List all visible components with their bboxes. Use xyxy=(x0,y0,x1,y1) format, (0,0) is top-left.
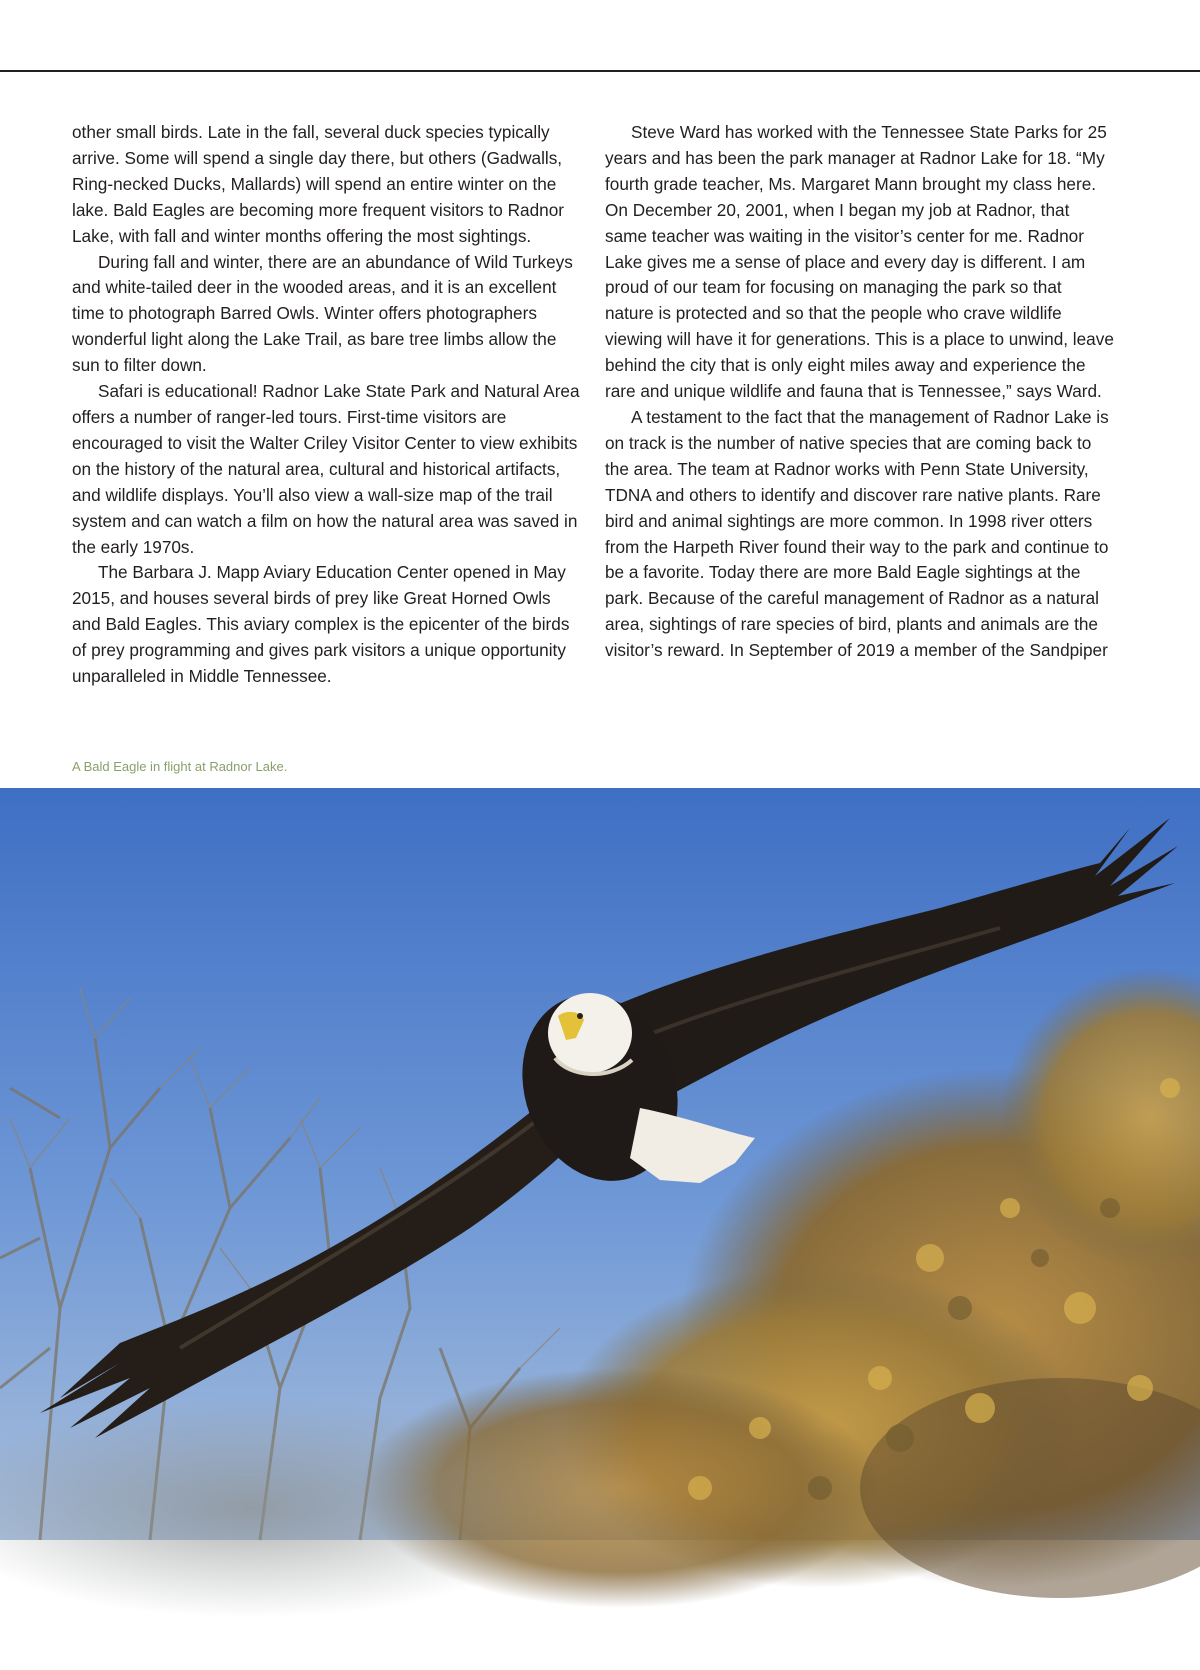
paragraph: Safari is educational! Radnor Lake State Park and Natural Area offers a number of ranger-led tours. First-time visitors are encouraged to visit the Walter Criley Visitor Center to view exhibits on the history of the natural area, cultural and historical artifacts, and wildlife displays. You’ll also view a wall-size map of the trail system and can watch a film on how the natural area was saved in the early 1970s. xyxy=(72,381,580,557)
top-rule xyxy=(0,70,1200,72)
paragraph: The Barbara J. Mapp Aviary Education Center opened in May 2015, and houses several birds of prey like Great Horned Owls and Bald Eagles. This aviary complex is the epicenter of the birds of prey programming and gives park visitors a unique opportunity unparalleled in Middle Tennessee. xyxy=(72,562,570,687)
left-column xyxy=(72,120,582,690)
paragraph: Steve Ward has worked with the Tennessee State Parks for 25 years and has been the park manager at Radnor Lake for 18. “My fourth grade teacher, Ms. Margaret Mann brought my class here. On December 20, 2001, when I began my job at Radnor, that same teacher was waiting in the visitor’s center for me. Radnor Lake gives me a sense of place and every day is different. I am proud of our team for focusing on managing the park so that nature is protected and so that the people who crave wildlife viewing will have it for generations. This is a place to unwind, leave behind the city that is only eight miles away and experience the rare and unique wildlife and fauna that is Tennessee,” says Ward. xyxy=(605,122,1114,402)
paragraph: other small birds. Late in the fall, several duck species typically arrive. Some will spend a single day there, but others (Gadwalls, Ring-necked Ducks, Mallards) will spend an entire winter on the lake. Bald Eagles are becoming more frequent visitors to Radnor Lake, with fall and winter months offering the most sightings. xyxy=(72,122,565,246)
right-column xyxy=(605,120,1115,664)
eagle-photo-illustration xyxy=(0,788,1200,1540)
eagle-photo xyxy=(0,788,1200,1670)
paragraph: During fall and winter, there are an abundance of Wild Turkeys and white-tailed deer in the wooded areas, and it is an excellent time to photograph Barred Owls. Winter offers photographers wonderful light along the Lake Trail, as bare tree limbs allow the sun to filter down. xyxy=(72,251,573,376)
photo-caption: A Bald Eagle in flight at Radnor Lake. xyxy=(72,759,288,774)
paragraph: A testament to the fact that the management of Radnor Lake is on track is the number of native species that are coming back to the area. The team at Radnor works with Penn State University, TDNA and others to identify and discover rare native plants. Rare bird and animal sightings are more common. In 1998 river otters from the Harpeth River found their way to the park and continue to be a favorite. Today there are more Bald Eagle sightings at the park. Because of the careful management of Radnor as a natural area, sightings of rare species of bird, plants and animals are the visitor’s reward. In September of 2019 a member of the Sandpiper xyxy=(605,406,1109,661)
photo-credit: ©Ronald Manley xyxy=(8,1603,18,1670)
